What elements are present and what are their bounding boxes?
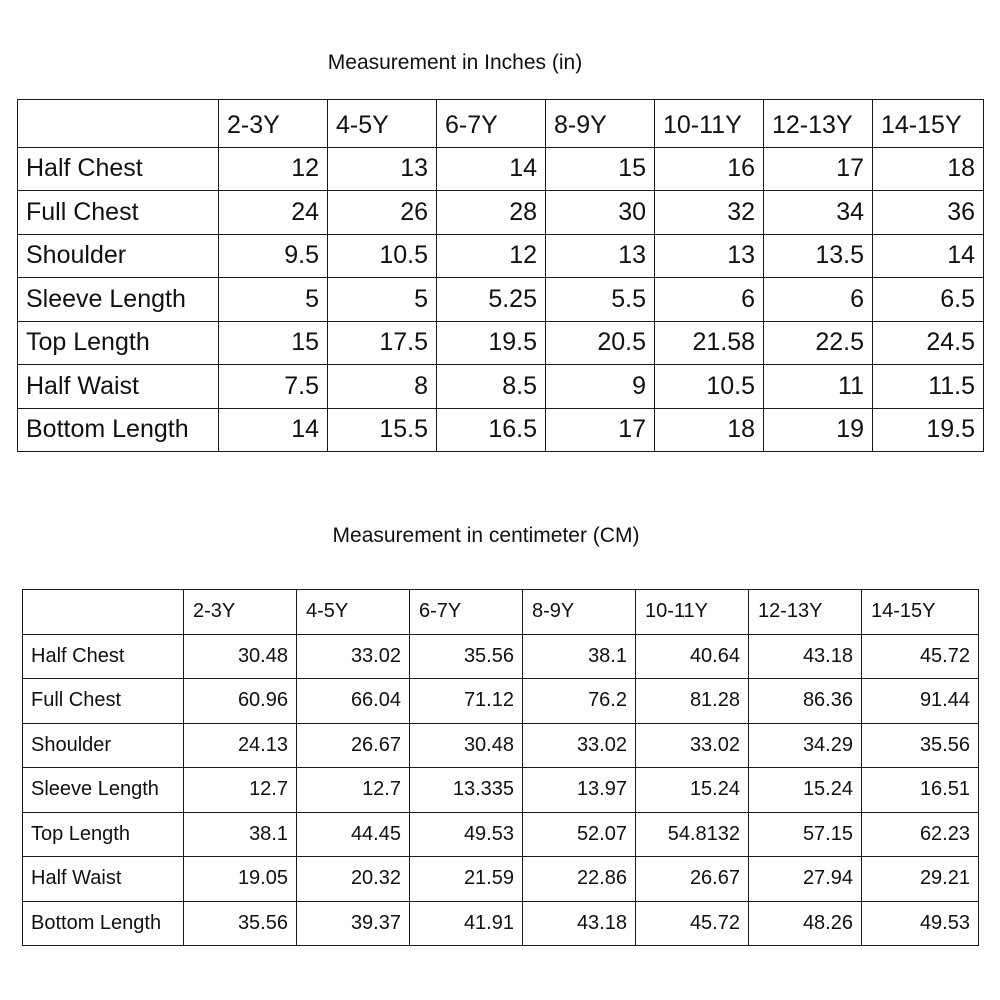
- table-cell: 45.72: [862, 634, 979, 679]
- table-cell: 18: [873, 147, 984, 191]
- table-row: [23, 634, 979, 679]
- table-cell: 24.5: [873, 321, 984, 365]
- table-cell: 15: [219, 321, 328, 365]
- table-cell: 30.48: [410, 723, 523, 768]
- table-cell: 17: [764, 147, 873, 191]
- table-cell: 12.7: [297, 768, 410, 813]
- table-cell: 35.56: [862, 723, 979, 768]
- table-cell: 24.13: [184, 723, 297, 768]
- table-cell: 5: [219, 278, 328, 322]
- table-cell: 22.86: [523, 857, 636, 902]
- column-header: 4-5Y: [297, 590, 410, 635]
- row-label: Half Chest: [18, 147, 219, 191]
- table-cell: 29.21: [862, 857, 979, 902]
- column-header: 2-3Y: [184, 590, 297, 635]
- column-header: 6-7Y: [437, 100, 546, 148]
- row-label: Bottom Length: [18, 408, 219, 452]
- table-cell: 7.5: [219, 365, 328, 409]
- table-cell: 43.18: [523, 901, 636, 946]
- table-cell: 19.5: [873, 408, 984, 452]
- table-cell: 57.15: [749, 812, 862, 857]
- table-cell: 17.5: [328, 321, 437, 365]
- table-cell: 91.44: [862, 679, 979, 724]
- table-cell: 49.53: [862, 901, 979, 946]
- table-cell: 6: [764, 278, 873, 322]
- table-cell: 60.96: [184, 679, 297, 724]
- table-cell: 41.91: [410, 901, 523, 946]
- inches-measurement-table: [17, 99, 984, 452]
- table-header-row: [18, 100, 984, 148]
- table-cell: 26.67: [636, 857, 749, 902]
- table-row: [18, 278, 984, 322]
- table-cell: 6.5: [873, 278, 984, 322]
- table-cell: 35.56: [184, 901, 297, 946]
- table-cell: 33.02: [636, 723, 749, 768]
- row-label: Shoulder: [23, 723, 184, 768]
- table-row: [18, 191, 984, 235]
- table-cell: 26.67: [297, 723, 410, 768]
- row-label: Full Chest: [18, 191, 219, 235]
- column-header: 2-3Y: [219, 100, 328, 148]
- centimeter-measurement-table: [22, 589, 979, 946]
- table-cell: 39.37: [297, 901, 410, 946]
- table-cell: 36: [873, 191, 984, 235]
- table-cell: 8.5: [437, 365, 546, 409]
- table-row: [18, 321, 984, 365]
- table-cell: 27.94: [749, 857, 862, 902]
- row-label: Bottom Length: [23, 901, 184, 946]
- table-cell: 19: [764, 408, 873, 452]
- table-cell: 11: [764, 365, 873, 409]
- table-cell: 22.5: [764, 321, 873, 365]
- table-cell: 62.23: [862, 812, 979, 857]
- table-cell: 13.5: [764, 234, 873, 278]
- centimeter-table-title: Measurement in centimeter (CM): [332, 524, 640, 547]
- table-cell: 24: [219, 191, 328, 235]
- table-cell: 19.5: [437, 321, 546, 365]
- table-row: [23, 857, 979, 902]
- row-label: Shoulder: [18, 234, 219, 278]
- table-row: [23, 723, 979, 768]
- table-cell: 28: [437, 191, 546, 235]
- table-cell: 34: [764, 191, 873, 235]
- table-cell: 54.8132: [636, 812, 749, 857]
- table-cell: 38.1: [184, 812, 297, 857]
- column-header: 6-7Y: [410, 590, 523, 635]
- table-cell: 6: [655, 278, 764, 322]
- table-cell: 13: [328, 147, 437, 191]
- table-cell: 13.97: [523, 768, 636, 813]
- row-label: Sleeve Length: [18, 278, 219, 322]
- table-cell: 44.45: [297, 812, 410, 857]
- table-cell: 15.24: [749, 768, 862, 813]
- table-cell: 5: [328, 278, 437, 322]
- inches-table-title: Measurement in Inches (in): [327, 51, 583, 74]
- table-row: [18, 365, 984, 409]
- table-cell: 16: [655, 147, 764, 191]
- header-corner-cell: [18, 100, 219, 148]
- table-cell: 86.36: [749, 679, 862, 724]
- table-cell: 15.24: [636, 768, 749, 813]
- table-cell: 11.5: [873, 365, 984, 409]
- column-header: 8-9Y: [546, 100, 655, 148]
- table-cell: 14: [873, 234, 984, 278]
- table-row: [23, 679, 979, 724]
- table-cell: 30: [546, 191, 655, 235]
- table-row: [18, 234, 984, 278]
- table-cell: 13: [546, 234, 655, 278]
- table-cell: 26: [328, 191, 437, 235]
- table-cell: 76.2: [523, 679, 636, 724]
- table-cell: 18: [655, 408, 764, 452]
- table-cell: 9: [546, 365, 655, 409]
- table-cell: 16.51: [862, 768, 979, 813]
- table-cell: 21.58: [655, 321, 764, 365]
- table-cell: 49.53: [410, 812, 523, 857]
- table-cell: 14: [437, 147, 546, 191]
- table-cell: 52.07: [523, 812, 636, 857]
- table-cell: 9.5: [219, 234, 328, 278]
- table-row: [23, 812, 979, 857]
- table-header-row: [23, 590, 979, 635]
- column-header: 4-5Y: [328, 100, 437, 148]
- table-cell: 19.05: [184, 857, 297, 902]
- table-row: [18, 408, 984, 452]
- table-cell: 8: [328, 365, 437, 409]
- table-cell: 5.5: [546, 278, 655, 322]
- table-cell: 12: [437, 234, 546, 278]
- table-cell: 33.02: [297, 634, 410, 679]
- row-label: Top Length: [23, 812, 184, 857]
- row-label: Sleeve Length: [23, 768, 184, 813]
- column-header: 14-15Y: [873, 100, 984, 148]
- table-cell: 30.48: [184, 634, 297, 679]
- table-cell: 48.26: [749, 901, 862, 946]
- row-label: Half Waist: [23, 857, 184, 902]
- table-cell: 10.5: [655, 365, 764, 409]
- table-cell: 32: [655, 191, 764, 235]
- table-cell: 43.18: [749, 634, 862, 679]
- table-cell: 12: [219, 147, 328, 191]
- table-row: [18, 147, 984, 191]
- table-cell: 13: [655, 234, 764, 278]
- table-cell: 16.5: [437, 408, 546, 452]
- table-cell: 10.5: [328, 234, 437, 278]
- table-cell: 34.29: [749, 723, 862, 768]
- table-cell: 17: [546, 408, 655, 452]
- row-label: Half Waist: [18, 365, 219, 409]
- table-cell: 33.02: [523, 723, 636, 768]
- table-cell: 66.04: [297, 679, 410, 724]
- table-cell: 38.1: [523, 634, 636, 679]
- row-label: Top Length: [18, 321, 219, 365]
- table-cell: 21.59: [410, 857, 523, 902]
- column-header: 12-13Y: [764, 100, 873, 148]
- table-cell: 71.12: [410, 679, 523, 724]
- table-cell: 14: [219, 408, 328, 452]
- column-header: 14-15Y: [862, 590, 979, 635]
- column-header: 12-13Y: [749, 590, 862, 635]
- table-cell: 15.5: [328, 408, 437, 452]
- table-cell: 35.56: [410, 634, 523, 679]
- table-cell: 40.64: [636, 634, 749, 679]
- column-header: 10-11Y: [655, 100, 764, 148]
- table-cell: 15: [546, 147, 655, 191]
- table-cell: 45.72: [636, 901, 749, 946]
- table-cell: 12.7: [184, 768, 297, 813]
- header-corner-cell: [23, 590, 184, 635]
- table-cell: 5.25: [437, 278, 546, 322]
- column-header: 8-9Y: [523, 590, 636, 635]
- row-label: Half Chest: [23, 634, 184, 679]
- row-label: Full Chest: [23, 679, 184, 724]
- table-row: [23, 901, 979, 946]
- table-cell: 81.28: [636, 679, 749, 724]
- table-cell: 13.335: [410, 768, 523, 813]
- table-cell: 20.5: [546, 321, 655, 365]
- column-header: 10-11Y: [636, 590, 749, 635]
- table-cell: 20.32: [297, 857, 410, 902]
- table-row: [23, 768, 979, 813]
